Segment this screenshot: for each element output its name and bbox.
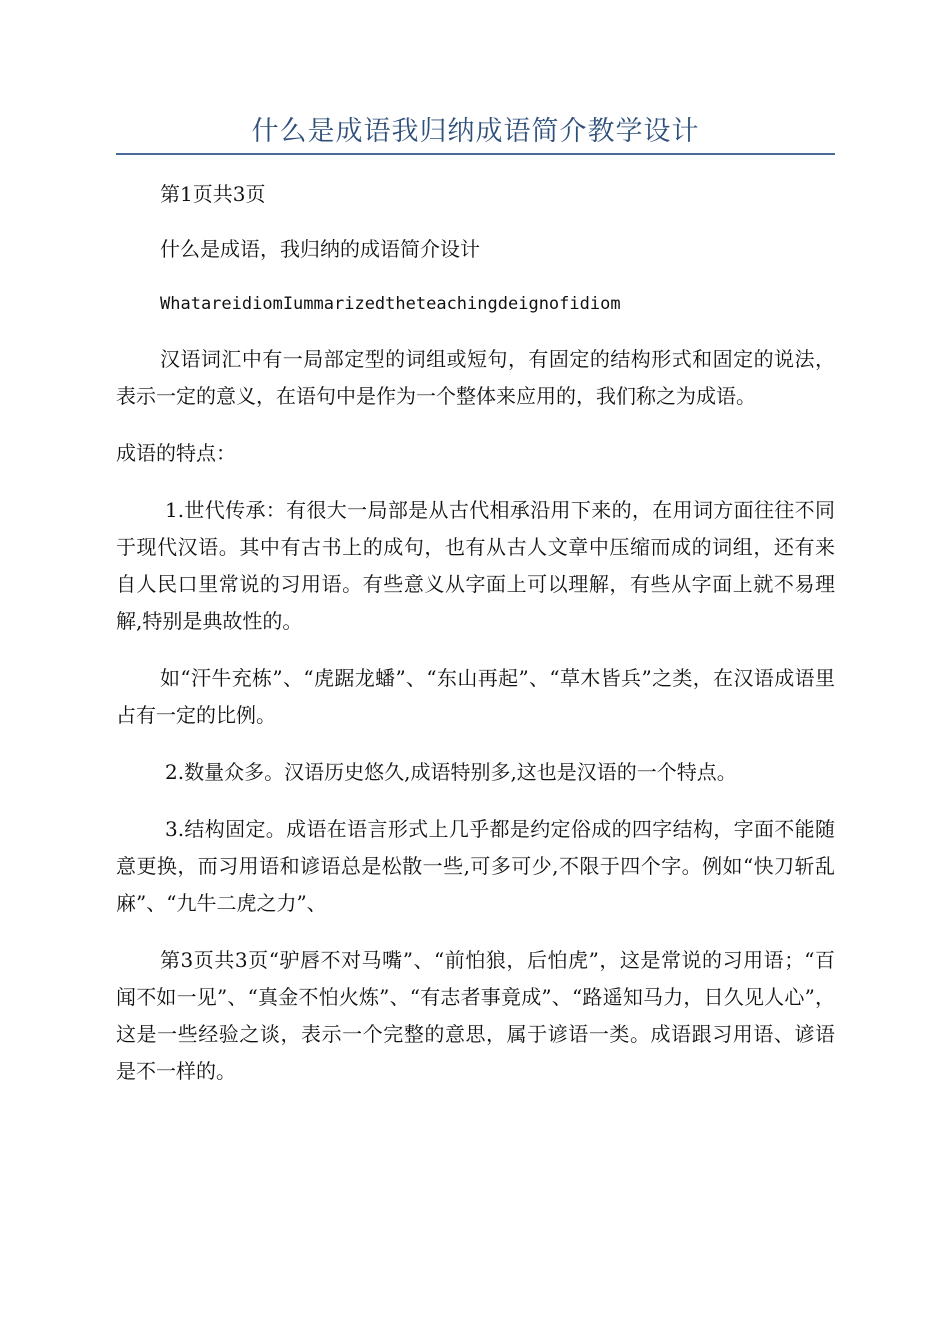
feature-1-paragraph: 1.世代传承：有很大一局部是从古代相承沿用下来的，在用词方面往往不同于现代汉语。其中有古书上的成句，也有从古人文章中压缩而成的词组，还有来自人民口里常说的习用语。有些意义从字面上可以理解，有些从字面上就不易理解,特别是典故性的。 [116, 498, 835, 633]
features-heading: 成语的特点： [116, 441, 236, 465]
feature-3-paragraph: 3.结构固定。成语在语言形式上几乎都是约定俗成的四字结构，字面不能随意更换，而习用语和谚语总是松散一些,可多可少,不限于四个字。例如“快刀斩乱麻”、“九牛二虎之力”、 [116, 817, 835, 915]
english-subtitle: WhatareidiomIummarizedtheteachingdeignofidiom [160, 294, 621, 314]
subtitle: 什么是成语，我归纳的成语简介设计 [160, 237, 480, 261]
document-body [116, 176, 835, 1090]
document-title: 什么是成语我归纳成语简介教学设计 [251, 116, 700, 147]
feature-2-paragraph: 2.数量众多。汉语历史悠久,成语特别多,这也是汉语的一个特点。 [165, 760, 737, 784]
page-counter-top: 第1页共3页 [160, 182, 266, 206]
intro-paragraph: 汉语词汇中有一局部定型的词组或短句，有固定的结构形式和固定的说法，表示一定的意义，在语句中是作为一个整体来应用的，我们称之为成语。 [116, 347, 835, 408]
examples-paragraph: 如“汗牛充栋”、“虎踞龙蟠”、“东山再起”、“草木皆兵”之类，在汉语成语里占有一定的比例。 [116, 666, 835, 727]
title-underline [116, 153, 835, 155]
proverbs-paragraph: 第3页共3页“驴唇不对马嘴”、“前怕狼，后怕虎”，这是常说的习用语；“百闻不如一见”、“真金不怕火炼”、“有志者事竟成”、“路遥知马力，日久见人心”，这是一些经验之谈，表示一个完整的意思，属于谚语一类。成语跟习用语、谚语是不一样的。 [116, 948, 835, 1083]
